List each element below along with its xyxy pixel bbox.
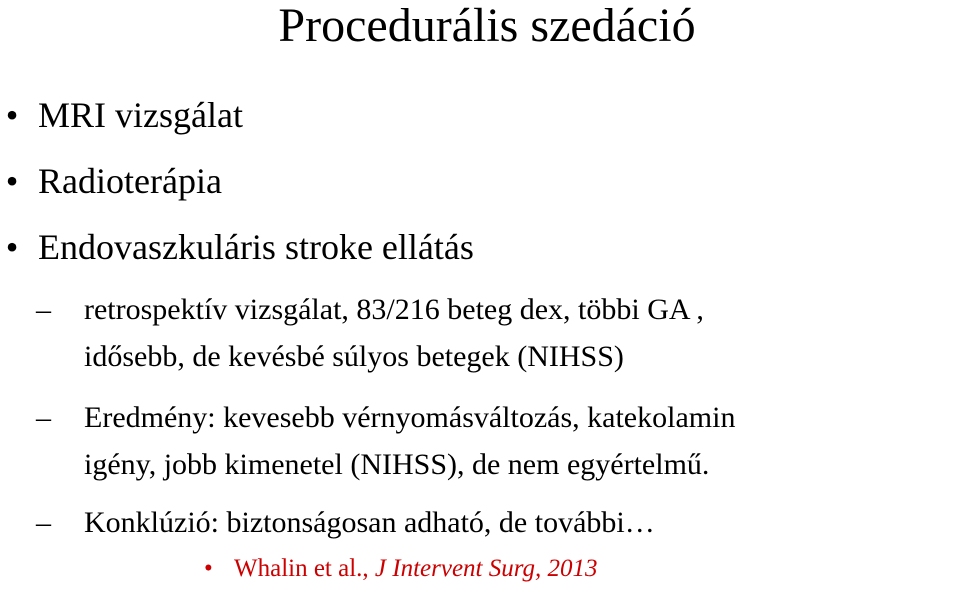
bullet-text: Radioterápia [38,161,222,201]
bullet-marker: • [5,227,19,267]
citation-text [234,553,598,585]
sub-bullet-text: retrospektív vizsgálat, 83/216 beteg dex, többi GA , [84,293,704,326]
sub-bullet-marker: – [36,506,51,539]
bullet-text: Endovaszkuláris stroke ellátás [38,227,474,267]
bullet-marker: • [5,95,19,135]
citation-journal: J Intervent Surg, 2013 [374,555,598,582]
sub-bullet-text: Eredmény: kevesebb vérnyomásváltozás, katekolamin [84,401,736,434]
sub-bullet-text: Konklúzió: biztonságosan adható, de további… [84,506,655,539]
sub-bullet-text: idősebb, de kevésbé súlyos betegek (NIHSS) [84,340,624,373]
slide-title: Procedurális szedáció [278,0,696,52]
citation-marker: • [204,555,213,582]
citation-separator: , [362,555,375,582]
bullet-text: MRI vizsgálat [38,95,243,135]
sub-bullet-text: igény, jobb kimenetel (NIHSS), de nem egyértelmű. [84,448,710,481]
sub-bullet-marker: – [36,401,51,434]
citation-authors: Whalin et al. [234,555,363,582]
bullet-marker: • [5,161,19,201]
sub-bullet-marker: – [36,293,51,326]
